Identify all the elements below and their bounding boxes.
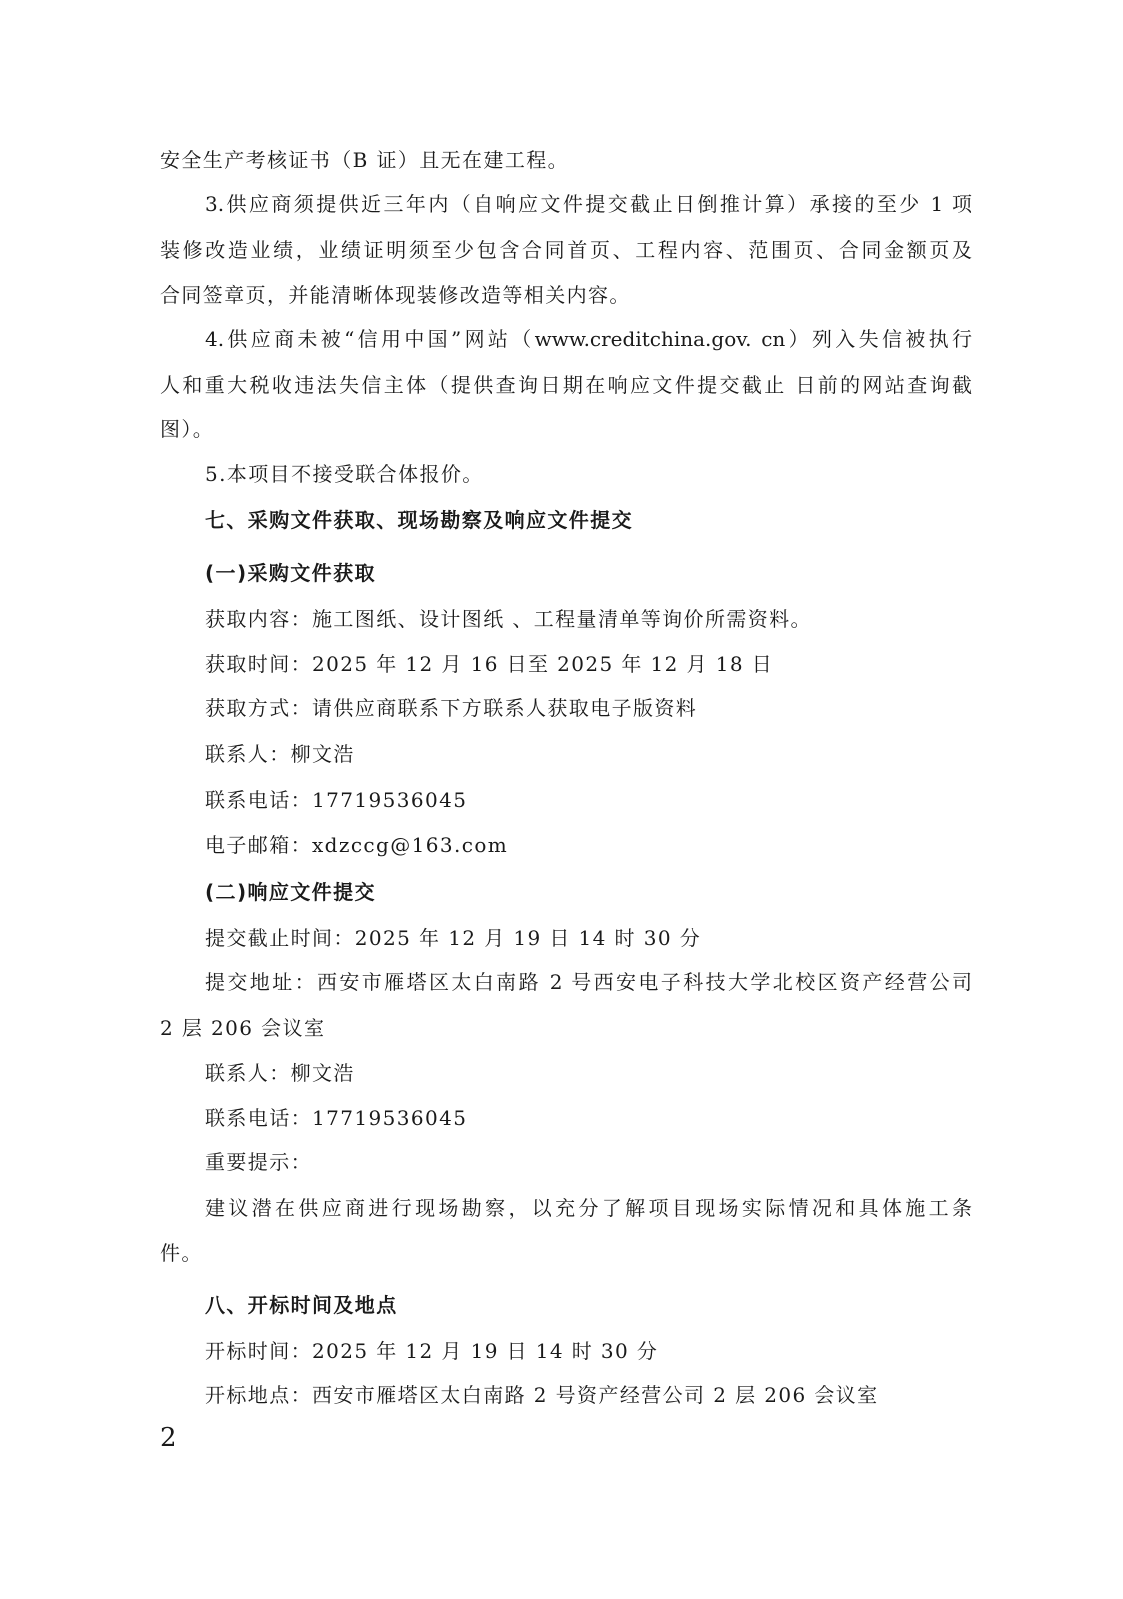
text-line: 装修改造业绩，业绩证明须至少包含合同首页、工程内容、范围页、合同金额页及 (160, 238, 972, 262)
text-line: 提交截止时间：2025 年 12 月 19 日 14 时 30 分 (205, 926, 702, 950)
section-heading: 八、开标时间及地点 (205, 1293, 398, 1317)
text-line: 4.供应商未被“信用中国”网站（www.creditchina.gov. cn）列入失信被执行 (205, 327, 972, 351)
text-line: 人和重大税收违法失信主体（提供查询日期在响应文件提交截止 日前的网站查询截 (160, 373, 972, 397)
text-line: 获取方式：请供应商联系下方联系人获取电子版资料 (205, 696, 698, 720)
text-line: 合同签章页，并能清晰体现装修改造等相关内容。 (160, 283, 631, 307)
text-line: 开标地点：西安市雁塔区太白南路 2 号资产经营公司 2 层 206 会议室 (205, 1383, 879, 1407)
page-number: 2 (160, 1423, 177, 1453)
text-line: 电子邮箱：xdzccg@163.com (205, 833, 509, 857)
text-line: 3.供应商须提供近三年内（自响应文件提交截止日倒推计算）承接的至少 1 项 (205, 192, 972, 216)
text-line: 开标时间：2025 年 12 月 19 日 14 时 30 分 (205, 1339, 659, 1363)
text-line: 提交地址：西安市雁塔区太白南路 2 号西安电子科技大学北校区资产经营公司 (205, 970, 972, 994)
subsection-heading: (一)采购文件获取 (205, 561, 376, 585)
text-line: 重要提示： (205, 1150, 312, 1174)
text-line: 联系电话：17719536045 (205, 1106, 468, 1130)
text-line: 安全生产考核证书（B 证）且无在建工程。 (160, 148, 570, 172)
text-line: 图）。 (160, 417, 215, 441)
subsection-heading: (二)响应文件提交 (205, 880, 376, 904)
section-heading: 七、采购文件获取、现场勘察及响应文件提交 (205, 508, 633, 532)
text-line: 联系电话：17719536045 (205, 788, 468, 812)
text-line: 建议潜在供应商进行现场勘察，以充分了解项目现场实际情况和具体施工条 (205, 1196, 972, 1220)
text-line: 获取时间：2025 年 12 月 16 日至 2025 年 12 月 18 日 (205, 652, 774, 676)
text-line: 联系人：柳文浩 (205, 1061, 355, 1085)
text-line: 联系人：柳文浩 (205, 742, 355, 766)
text-line: 5.本项目不接受联合体报价。 (205, 462, 484, 486)
text-line: 件。 (160, 1241, 203, 1265)
text-line: 2 层 206 会议室 (160, 1016, 326, 1040)
text-line: 获取内容：施工图纸、设计图纸 、工程量清单等询价所需资料。 (205, 607, 812, 631)
